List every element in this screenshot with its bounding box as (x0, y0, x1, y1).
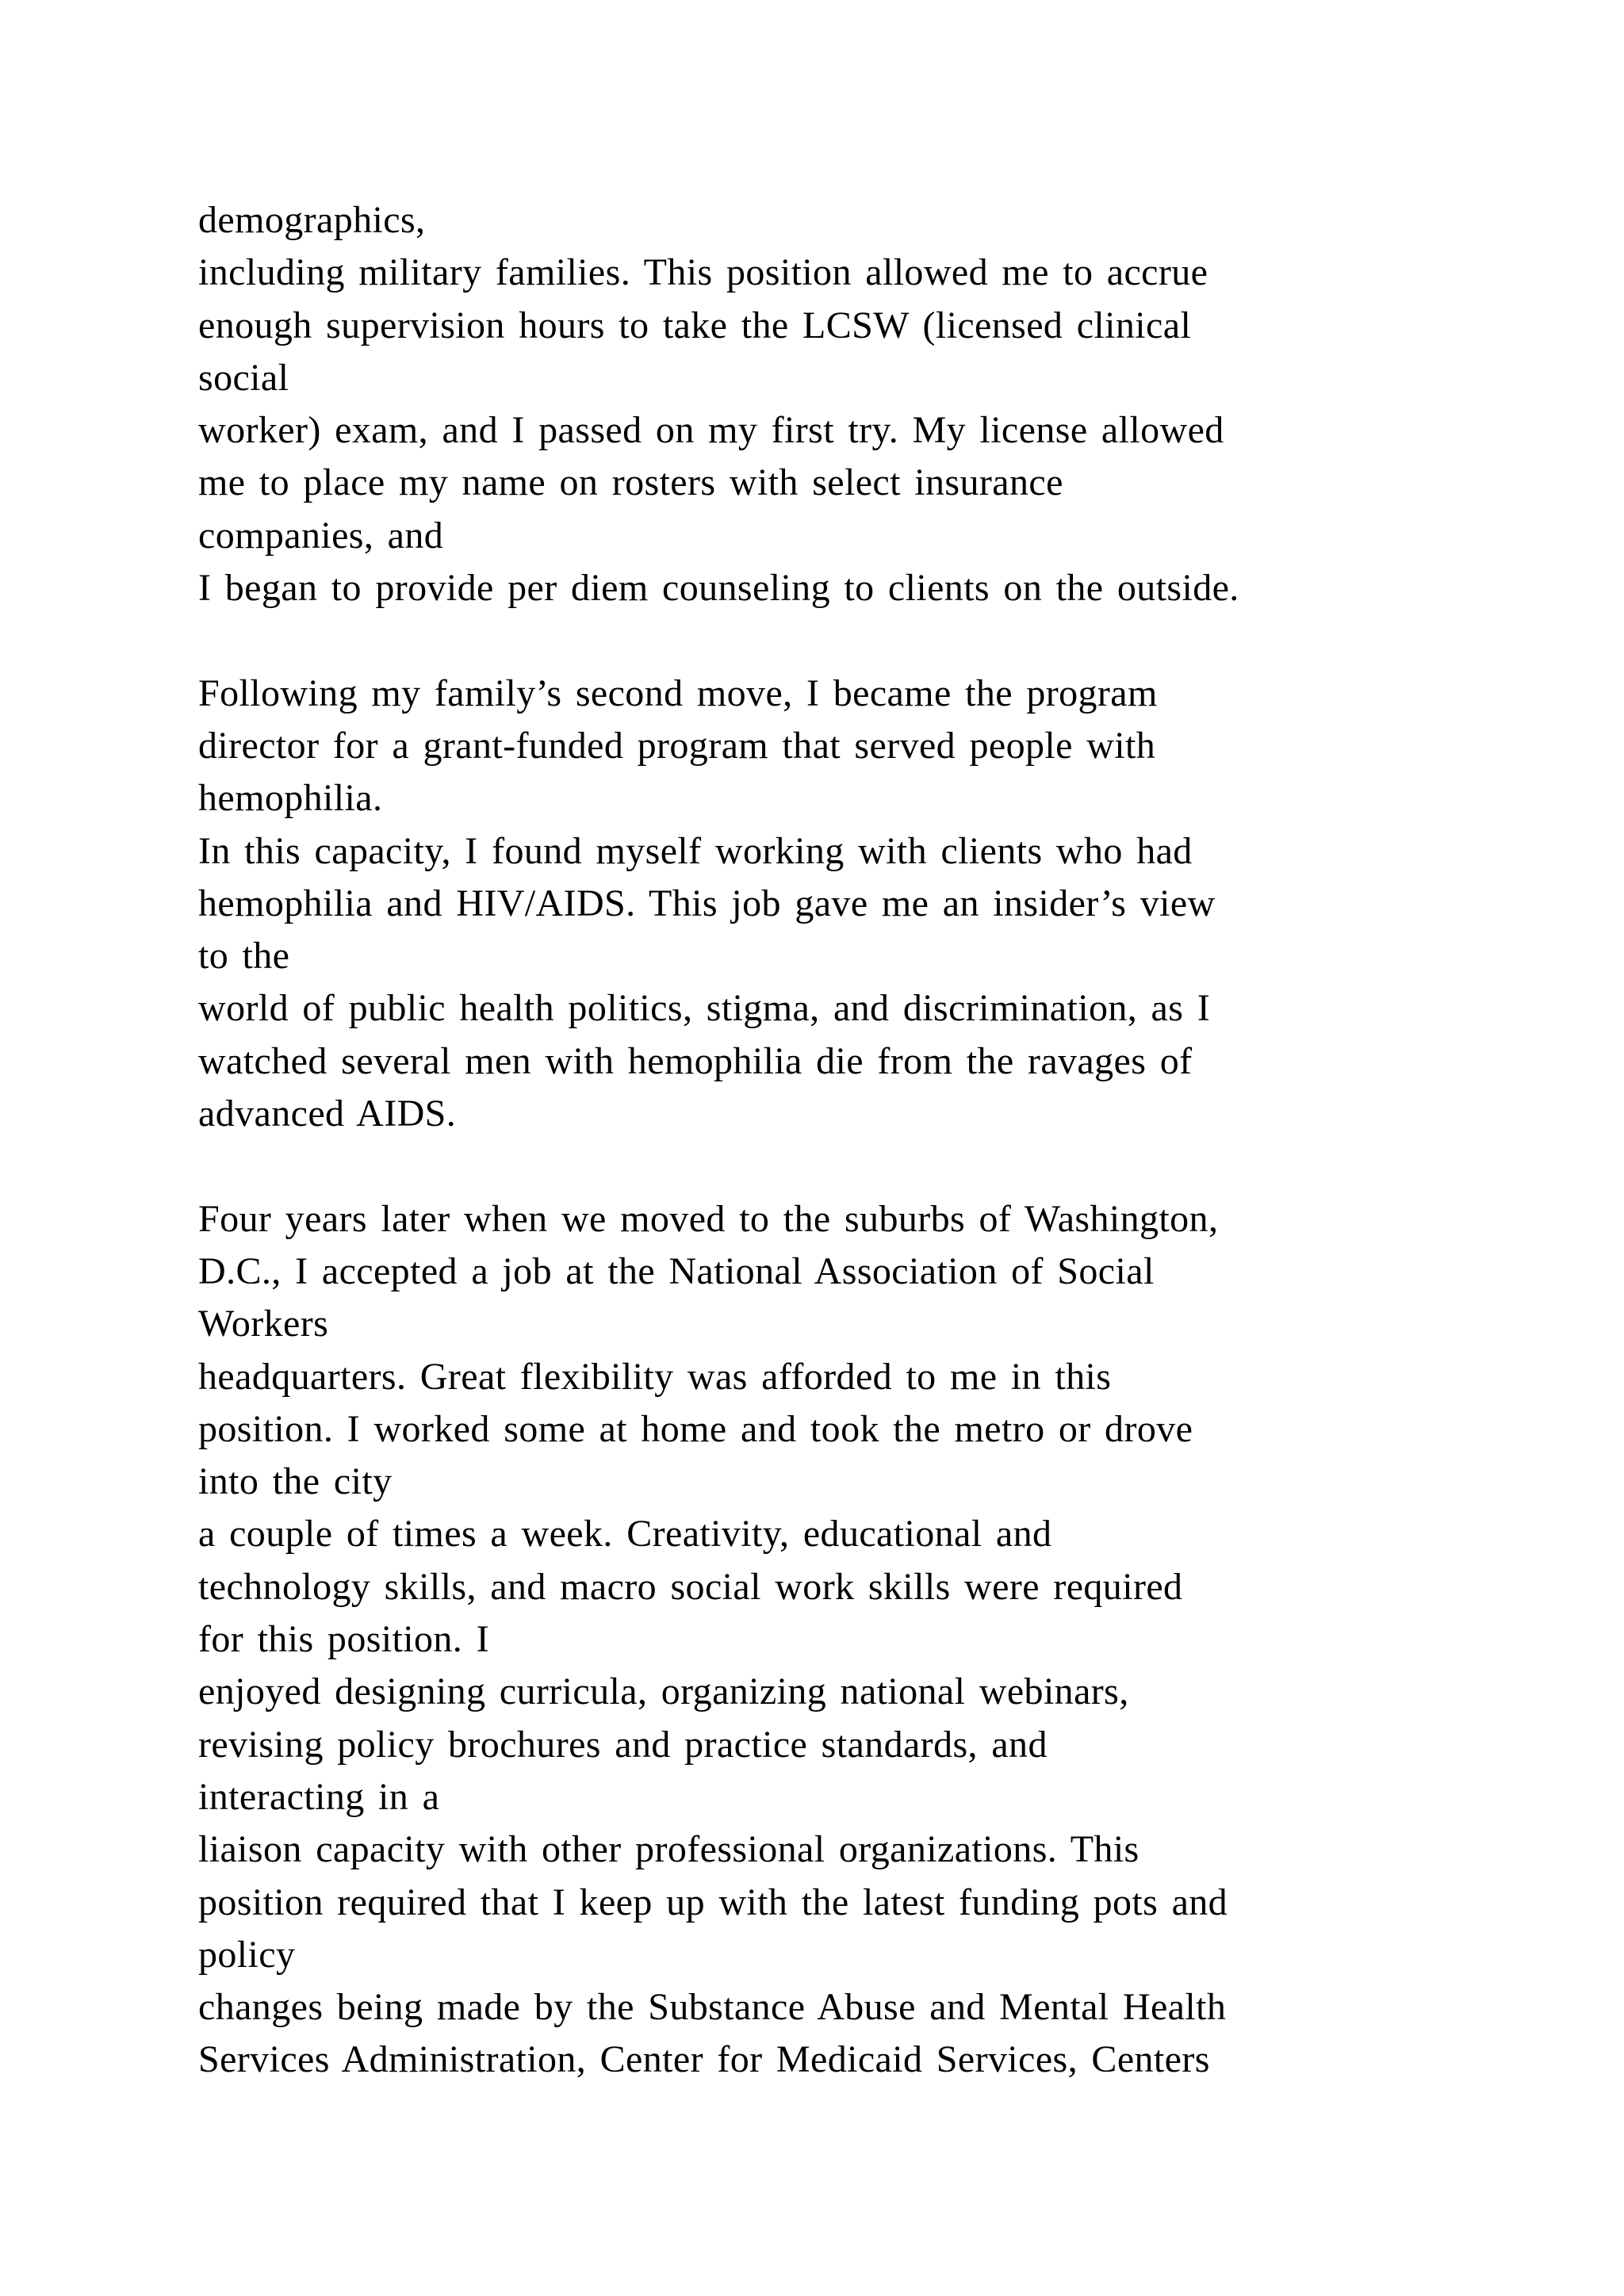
text-line: me to place my name on rosters with select insurance (198, 461, 1063, 504)
text-line: into the city (198, 1460, 393, 1503)
text-line: world of public health politics, stigma, and discrimination, as I (198, 987, 1211, 1030)
text-line: I began to provide per diem counseling to clients on the outside. (198, 567, 1239, 610)
text-line: including military families. This position allowed me to accrue (198, 251, 1208, 294)
text-line: worker) exam, and I passed on my first try. My license allowed (198, 409, 1224, 452)
text-line: interacting in a (198, 1775, 440, 1818)
text-line: demographics, (198, 199, 426, 241)
text-line: revising policy brochures and practice standards, and (198, 1723, 1048, 1766)
text-line: for this position. I (198, 1618, 489, 1661)
text-line: watched several men with hemophilia die from the ravages of (198, 1039, 1193, 1082)
text-line: headquarters. Great flexibility was afforded to me in this (198, 1355, 1112, 1398)
text-line: director for a grant-funded program that served people with (198, 724, 1156, 767)
text-line: In this capacity, I found myself working with clients who had (198, 829, 1193, 872)
text-line: Services Administration, Center for Medicaid Services, Centers (198, 2038, 1210, 2081)
text-line: enjoyed designing curricula, organizing national webinars, (198, 1670, 1129, 1713)
text-line: social (198, 356, 289, 399)
text-line: a couple of times a week. Creativity, educational and (198, 1513, 1052, 1556)
text-line: Four years later when we moved to the suburbs of Washington, (198, 1197, 1219, 1240)
text-line: hemophilia. (198, 777, 383, 820)
text-line: position required that I keep up with the latest funding pots and (198, 1881, 1228, 1923)
text-line: enough supervision hours to take the LCSW (licensed clinical (198, 304, 1192, 346)
text-line: advanced AIDS. (198, 1093, 457, 1135)
text-line: Workers (198, 1303, 329, 1345)
text-line: hemophilia and HIV/AIDS. This job gave me an insider’s view (198, 882, 1216, 924)
text-line: companies, and (198, 514, 444, 557)
blank-line (198, 614, 1507, 667)
text-line: to the (198, 935, 290, 978)
text-line: Following my family’s second move, I became the program (198, 672, 1158, 714)
text-line: technology skills, and macro social work skills were required (198, 1565, 1183, 1608)
text-line: changes being made by the Substance Abuse and Mental Health (198, 1986, 1227, 2029)
blank-line (198, 1140, 1507, 1192)
text-line: liaison capacity with other professional organizations. This (198, 1828, 1139, 1871)
text-line: D.C., I accepted a job at the National Association of Social (198, 1249, 1155, 1292)
document-body-text (198, 194, 1507, 2087)
text-line: position. I worked some at home and took the metro or drove (198, 1407, 1193, 1450)
text-line: policy (198, 1933, 296, 1976)
